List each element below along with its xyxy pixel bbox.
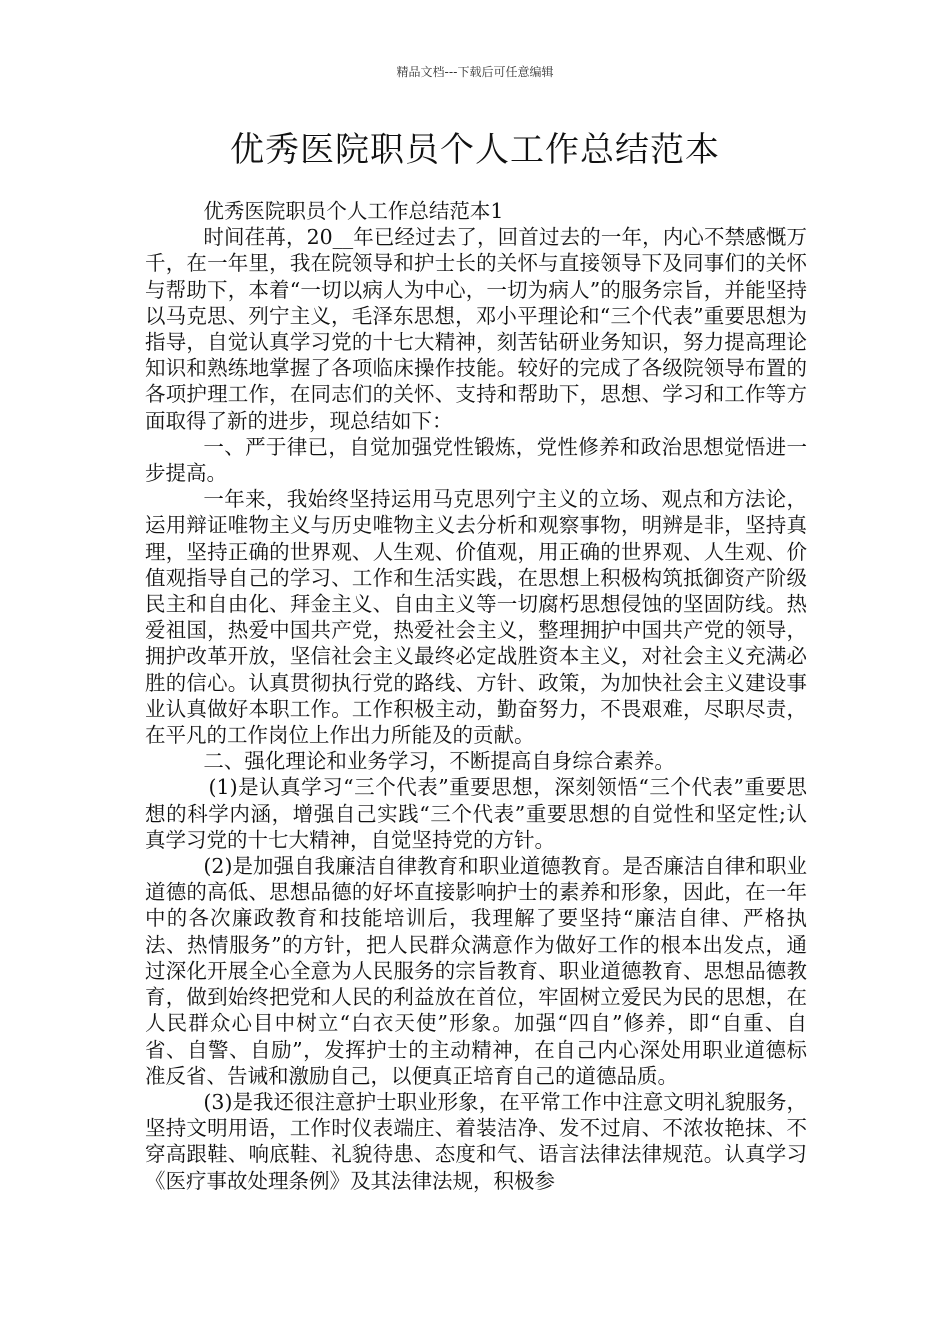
section-heading: 优秀医院职员个人工作总结范本1 <box>203 199 504 223</box>
paragraph-item-1: (1)是认真学习“三个代表”重要思想，深刻领悟“三个代表”重要思想的科学内涵，增强自己实践“三个代表”重要思想的自觉性和坚定性;认真学习党的十七大精神，自觉坚持党的方针。 <box>145 775 807 852</box>
paragraph-point-one-heading: 一、严于律已，自觉加强党性锻炼，党性修养和政治思想觉悟进一步提高。 <box>145 434 807 486</box>
document-title: 优秀医院职员个人工作总结范本 <box>230 130 720 170</box>
paragraph-point-two-heading: 二、强化理论和业务学习，不断提高自身综合素养。 <box>203 749 675 774</box>
paragraph-item-2: (2)是加强自我廉洁自律教育和职业道德教育。是否廉洁自律和职业道德的高低、思想品德的好坏直接影响护士的素养和形象，因此，在一年中的各次廉政教育和技能培训后，我理解了要坚持“廉洁自律、严格执法、热情服务”的方针，把人民群众满意作为做好工作的根本出发点，通过深化开展全心全意为人民服务的宗旨教育、职业道德教育、思想品德教育，做到始终把党和人民的利益放在首位，牢固树立爱民为民的思想，在人民群众心目中树立“白衣天使”形象。加强“四自”修养，即“自重、自省、自警、自励”，发挥护士的主动精神，在自己内心深处用职业道德标准反省、告诫和激励自己，以便真正培育自己的道德品质。 <box>145 854 807 1088</box>
paragraph-point-one-body: 一年来，我始终坚持运用马克思列宁主义的立场、观点和方法论，运用辩证唯物主义与历史唯物主义去分析和观察事物，明辨是非，坚持真理，坚持正确的世界观、人生观、价值观，用正确的世界观、人生观、价值观指导自己的学习、工作和生活实践，在思想上积极构筑抵御资产阶级民主和自由化、拜金主义、自由主义等一切腐朽思想侵蚀的坚固防线。热爱祖国，热爱中国共产党，热爱社会主义，整理拥护中国共产党的领导，拥护改革开放，坚信社会主义最终必定战胜资本主义，对社会主义充满必胜的信心。认真贯彻执行党的路线、方针、政策，为加快社会主义建设事业认真做好本职工作。工作积极主动，勤奋努力，不畏艰难，尽职尽责，在平凡的工作岗位上作出力所能及的贡献。 <box>145 487 807 748</box>
document-body <box>145 198 807 1194</box>
page-header-note: 精品文档---下载后可任意编辑 <box>396 65 554 79</box>
paragraph-item-3: (3)是我还很注意护士职业形象，在平常工作中注意文明礼貌服务，坚持文明用语，工作时仪表端庄、着装洁净、发不过肩、不浓妆艳抹、不穿高跟鞋、响底鞋、礼貌待患、态度和气、语言法律法律规范。认真学习《医疗事故处理条例》及其法律法规，积极参 <box>145 1089 807 1193</box>
paragraph-intro: 时间荏苒，20__年已经过去了，回首过去的一年，内心不禁感慨万千，在一年里，我在院领导和护士长的关怀与直接领导下及同事们的关怀与帮助下，本着“一切以病人为中心，一切为病人”的服务宗旨，并能坚持以马克思、列宁主义，毛泽东思想，邓小平理论和“三个代表”重要思想为指导，自觉认真学习党的十七大精神，刻苦钻研业务知识，努力提高理论知识和熟练地掌握了各项临床操作技能。较好的完成了各级院领导布置的各项护理工作，在同志们的关怀、支持和帮助下，思想、学习和工作等方面取得了新的进步，现总结如下： <box>145 225 807 433</box>
